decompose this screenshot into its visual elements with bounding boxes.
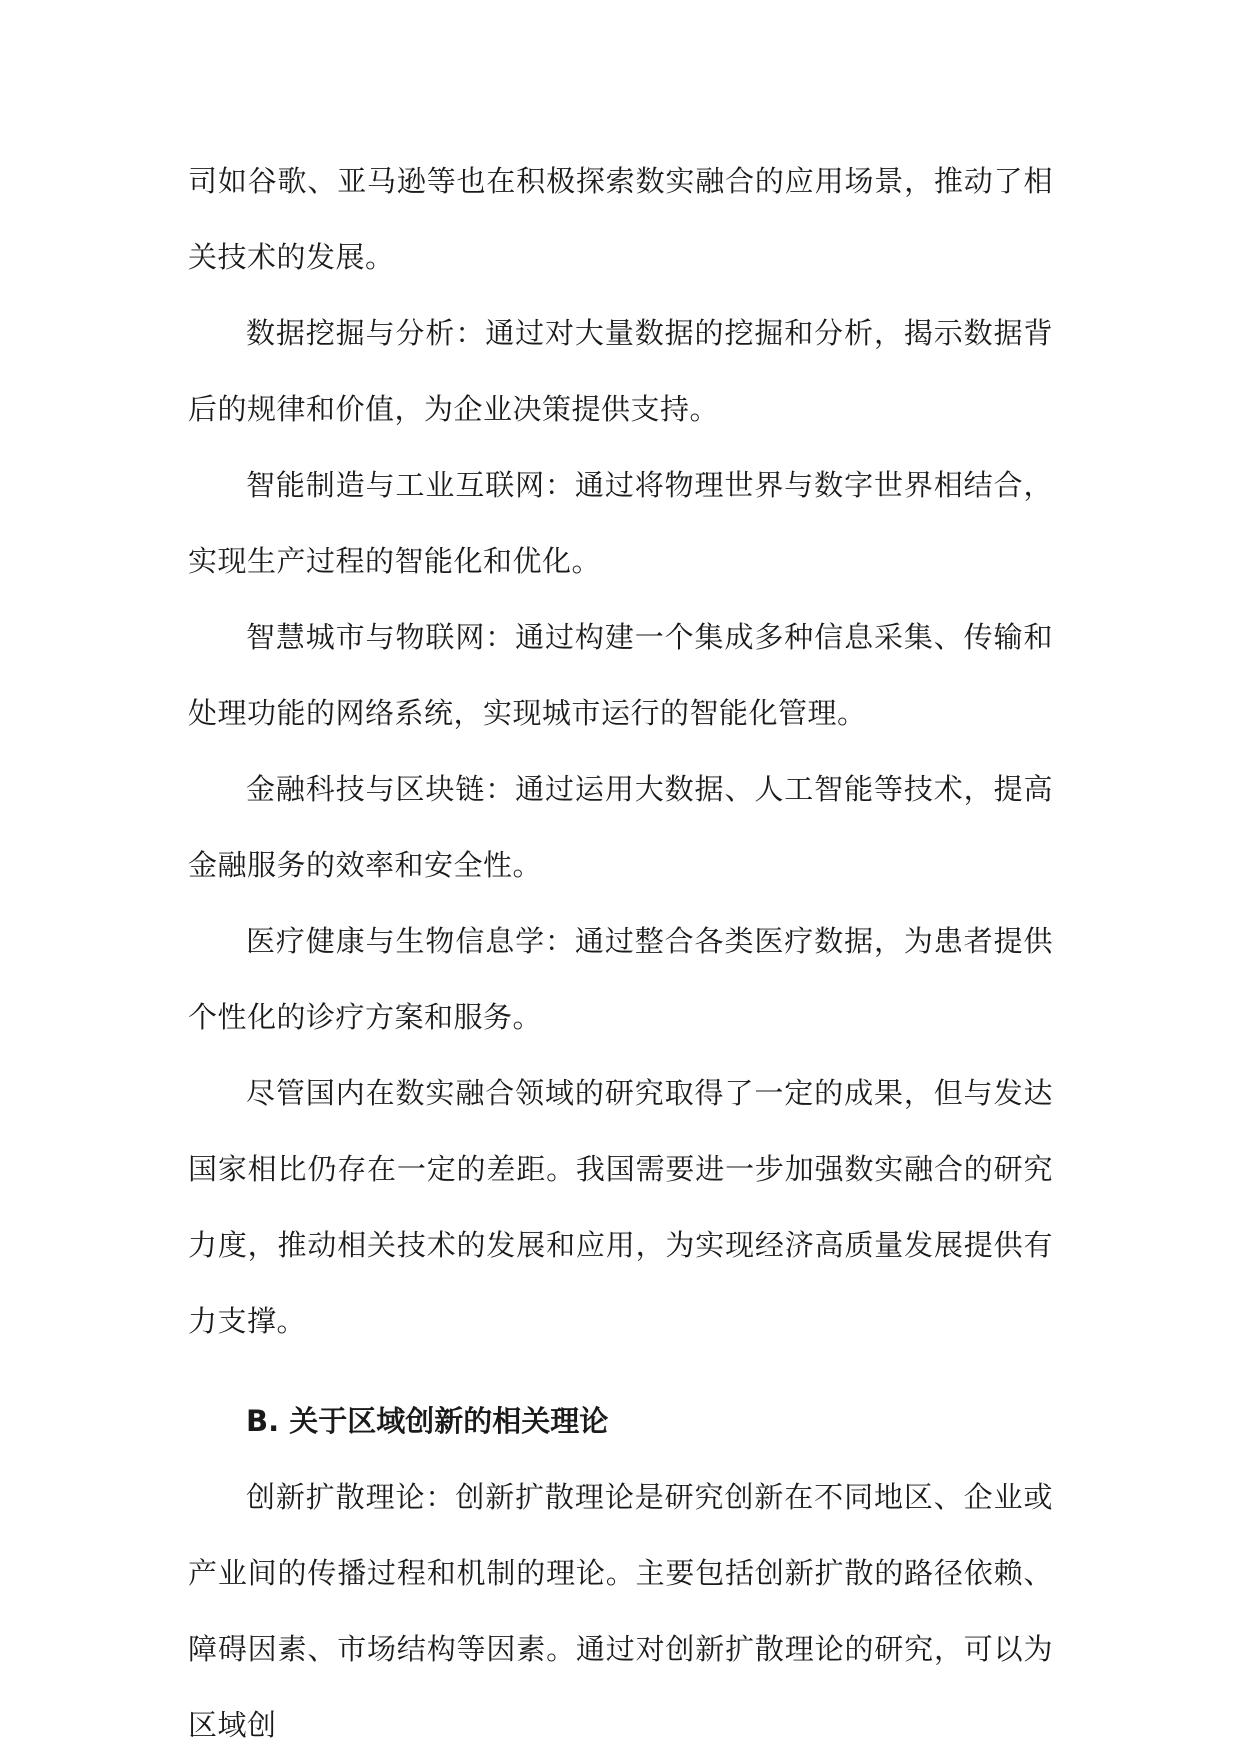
document-body (188, 143, 1053, 1763)
paragraph-data-mining: 数据挖掘与分析：通过对大量数据的挖掘和分析，揭示数据背后的规律和价值，为企业决策提供支持。 (188, 316, 1053, 426)
paragraph-healthcare: 医疗健康与生物信息学：通过整合各类医疗数据，为患者提供个性化的诊疗方案和服务。 (188, 924, 1053, 1034)
paragraph-summary: 尽管国内在数实融合领域的研究取得了一定的成果，但与发达国家相比仍存在一定的差距。我国需要进一步加强数实融合的研究力度，推动相关技术的发展和应用，为实现经济高质量发展提供有力支撑。 (188, 1076, 1053, 1338)
paragraph-innovation-diffusion: 创新扩散理论：创新扩散理论是研究创新在不同地区、企业或产业间的传播过程和机制的理论。主要包括创新扩散的路径依赖、障碍因素、市场结构等因素。通过对创新扩散理论的研究，可以为区域创 (188, 1480, 1053, 1742)
paragraph-fintech: 金融科技与区块链：通过运用大数据、人工智能等技术，提高金融服务的效率和安全性。 (188, 772, 1053, 882)
section-heading: B. 关于区域创新的相关理论 (246, 1404, 609, 1438)
paragraph-smart-manufacturing: 智能制造与工业互联网：通过将物理世界与数字世界相结合，实现生产过程的智能化和优化。 (188, 468, 1053, 578)
paragraph-smart-city: 智慧城市与物联网：通过构建一个集成多种信息采集、传输和处理功能的网络系统，实现城市运行的智能化管理。 (188, 620, 1053, 730)
paragraph-continuation: 司如谷歌、亚马逊等也在积极探索数实融合的应用场景，推动了相关技术的发展。 (188, 164, 1053, 274)
